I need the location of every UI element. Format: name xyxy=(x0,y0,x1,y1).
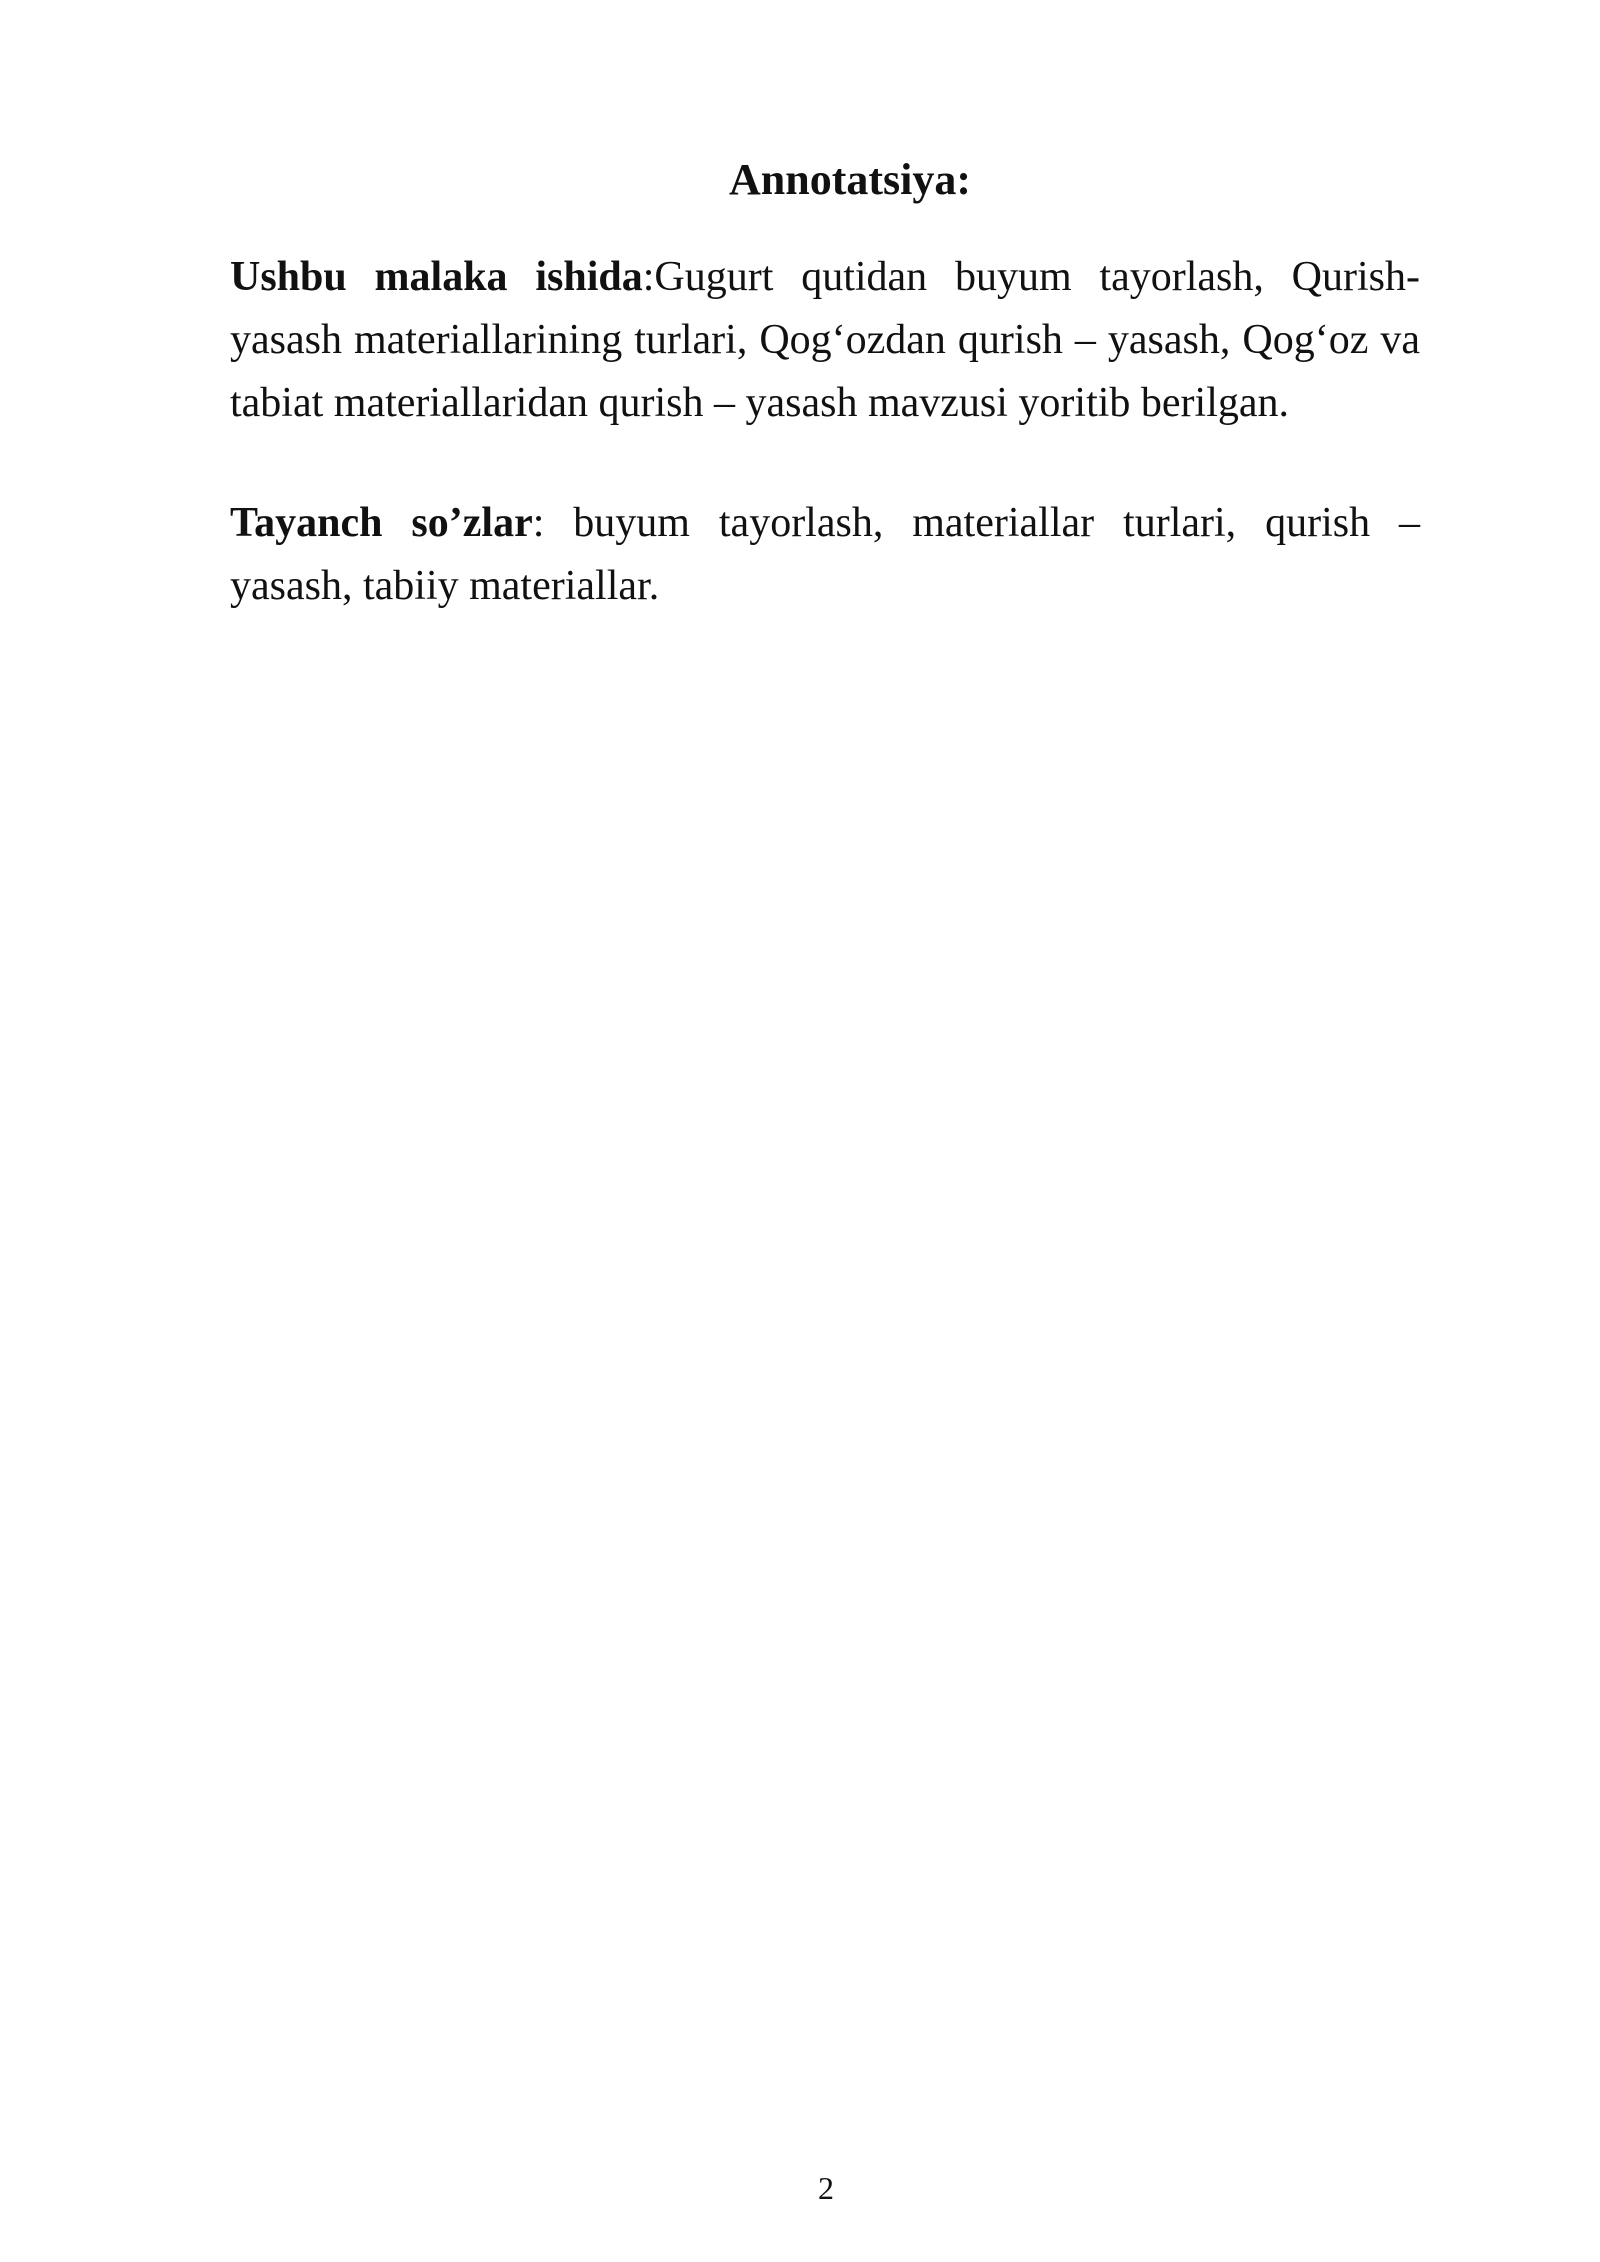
keywords-text: : buyum tayorlash, materiallar turlari, qurish – yasash, tabiiy materiallar. xyxy=(230,500,1420,609)
annotation-lead: Ushbu malaka ishida xyxy=(230,254,643,300)
annotation-paragraph xyxy=(230,246,1420,435)
annotation-text: :Gugurt qutidan buyum tayorlash, Qurish-yasash materiallarining turlari, Qog‘ozdan qurish – yasash, Qog‘oz va tabiat materiallaridan qurish – yasash mavzusi yoritib berilgan. xyxy=(230,254,1420,426)
page-number: 2 xyxy=(818,2170,834,2206)
page-title: Annotatsiya: xyxy=(728,155,972,204)
keywords-paragraph xyxy=(230,492,1420,618)
keywords-lead: Tayanch so’zlar xyxy=(230,500,533,546)
